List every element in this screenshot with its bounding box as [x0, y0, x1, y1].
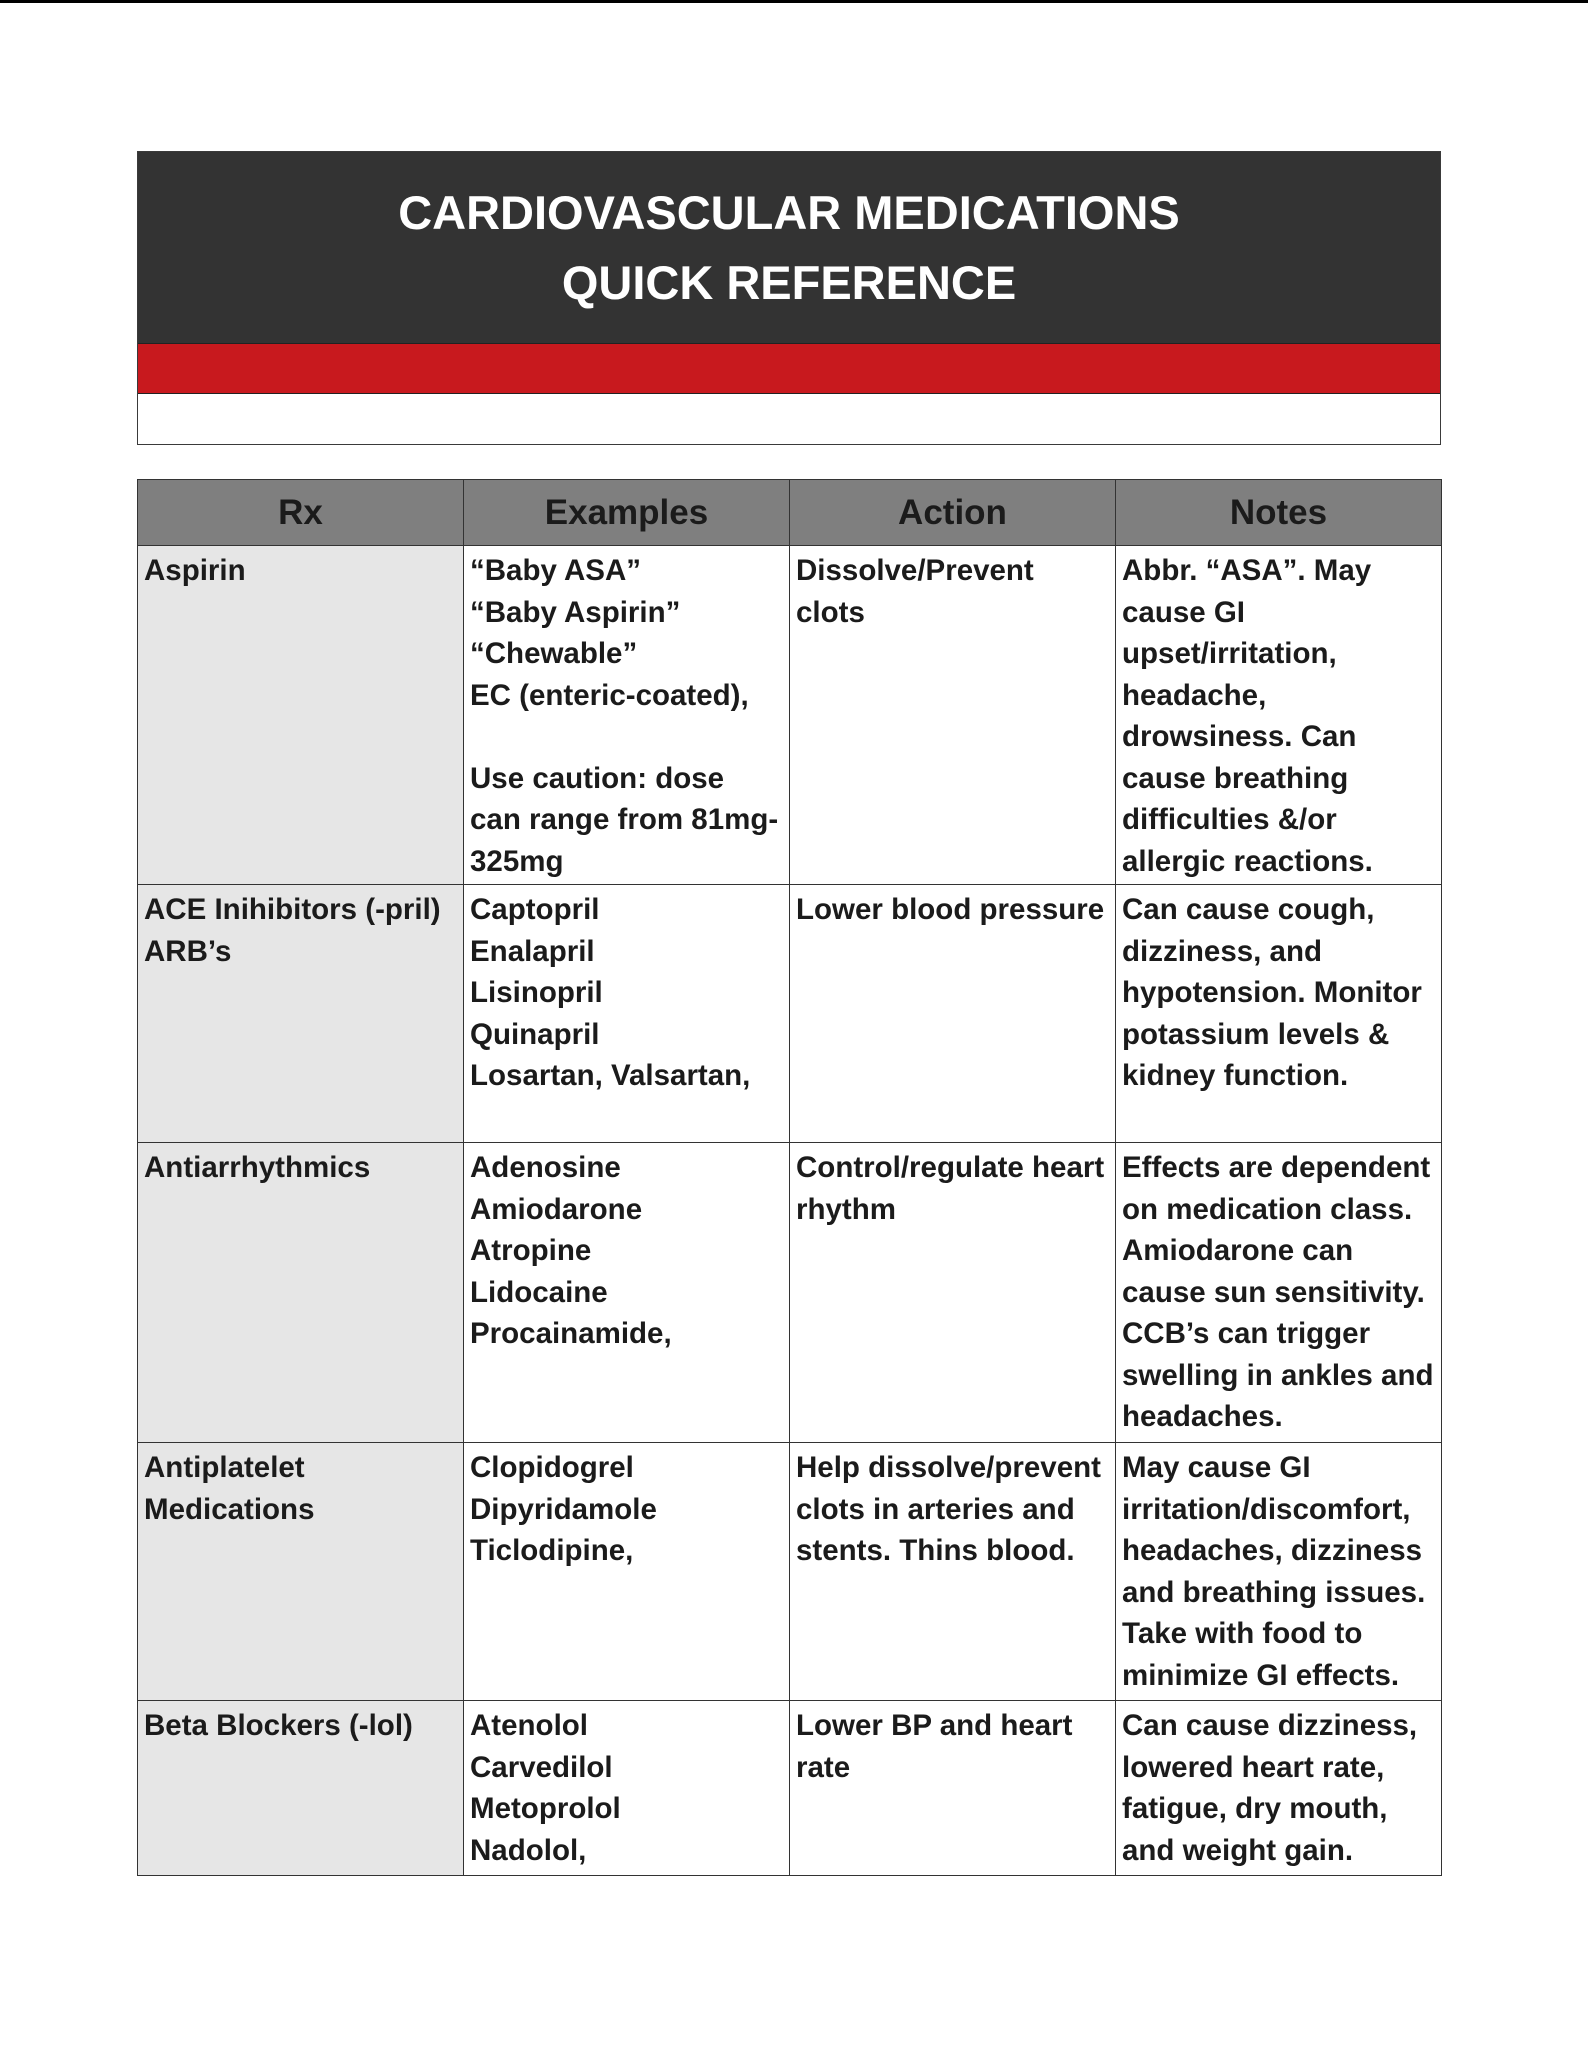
red-accent-bar [138, 343, 1440, 394]
action-cell: Lower BP and heart rate [790, 1701, 1116, 1876]
table-header-row [138, 480, 1442, 546]
column-header-examples: Examples [464, 480, 790, 546]
rx-cell: Beta Blockers (-lol) [138, 1701, 464, 1876]
action-cell: Lower blood pressure [790, 885, 1116, 1143]
page-title-line1: CARDIOVASCULAR MEDICATIONS [398, 185, 1180, 239]
column-header-notes: Notes [1116, 480, 1442, 546]
column-header-action: Action [790, 480, 1116, 546]
column-header-rx: Rx [138, 480, 464, 546]
action-cell: Help dissolve/prevent clots in arteries and stents. Thins blood. [790, 1443, 1116, 1701]
top-border-line [0, 0, 1588, 3]
examples-cell: Clopidogrel Dipyridamole Ticlodipine, [464, 1443, 790, 1701]
rx-cell: Antiarrhythmics [138, 1143, 464, 1443]
rx-cell: Aspirin [138, 546, 464, 885]
table-row [138, 1143, 1442, 1443]
table-row [138, 885, 1442, 1143]
notes-cell: Abbr. “ASA”. May cause GI upset/irritation, headache, drowsiness. Can cause breathing difficulties &/or allergic reactions. [1116, 546, 1442, 885]
examples-cell: Captopril Enalapril Lisinopril Quinapril Losartan, Valsartan, [464, 885, 790, 1143]
blank-subtitle-bar [138, 394, 1440, 444]
notes-cell: Effects are dependent on medication class. Amiodarone can cause sun sensitivity. CCB’s can trigger swelling in ankles and headaches. [1116, 1143, 1442, 1443]
page-title-line2: QUICK REFERENCE [561, 255, 1017, 309]
title-block [138, 152, 1440, 343]
title-banner [137, 151, 1441, 445]
notes-cell: Can cause dizziness, lowered heart rate, fatigue, dry mouth, and weight gain. [1116, 1701, 1442, 1876]
action-cell: Control/regulate heart rhythm [790, 1143, 1116, 1443]
examples-cell: “Baby ASA” “Baby Aspirin” “Chewable” EC (enteric-coated), Use caution: dose can range from 81mg-325mg [464, 546, 790, 885]
rx-cell: ACE Inihibitors (-pril) ARB’s [138, 885, 464, 1143]
table-row [138, 1701, 1442, 1876]
table-row [138, 1443, 1442, 1701]
rx-cell: Antiplatelet Medications [138, 1443, 464, 1701]
table-row [138, 546, 1442, 885]
notes-cell: May cause GI irritation/discomfort, headaches, dizziness and breathing issues. Take with food to minimize GI effects. [1116, 1443, 1442, 1701]
notes-cell: Can cause cough, dizziness, and hypotension. Monitor potassium levels & kidney function. [1116, 885, 1442, 1143]
medications-table [137, 479, 1442, 1876]
action-cell: Dissolve/Prevent clots [790, 546, 1116, 885]
examples-cell: Adenosine Amiodarone Atropine Lidocaine Procainamide, [464, 1143, 790, 1443]
examples-cell: Atenolol Carvedilol Metoprolol Nadolol, [464, 1701, 790, 1876]
